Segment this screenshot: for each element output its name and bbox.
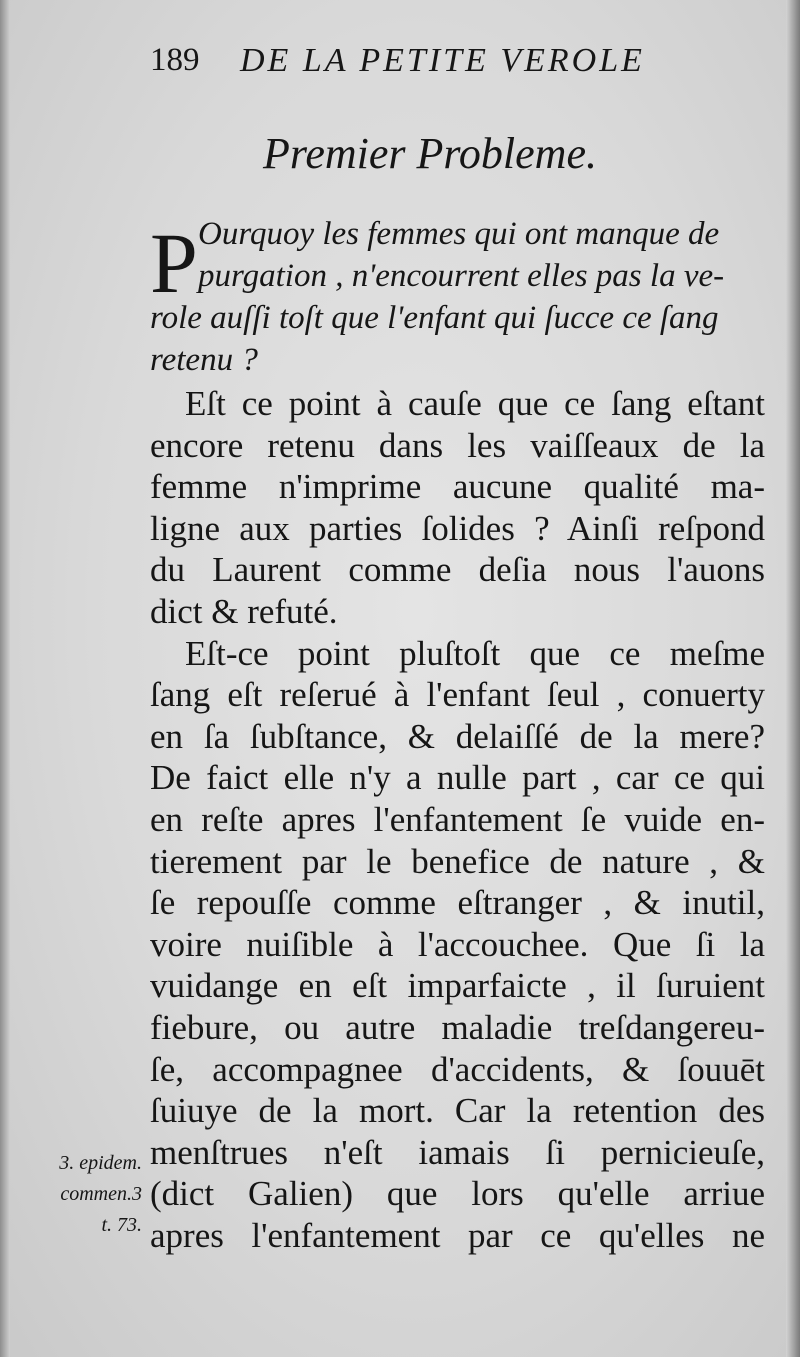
text-line: ligne aux parties ſolides ? Ainſi reſpond [150,508,765,548]
text-line: ſuiuye de la mort. Car la retention des [150,1091,765,1131]
body-text [150,383,765,1256]
text-line: dict & refuté. [150,591,338,631]
question-line: retenu ? [150,342,258,378]
text-line: en reſte apres l'enfantement ſe vuide en- [150,799,765,839]
running-header [150,38,730,88]
text-line: ſe, accompagnee d'accidents, & ſouuēt [150,1049,765,1089]
page-edge-right [786,0,800,1357]
text-line: ſang eſt reſerué à l'enfant ſeul , conuerty [150,675,765,715]
margin-note-line: t. 73. [101,1214,142,1236]
text-line: tierement par le benefice de nature , & [150,841,765,881]
text-line: femme n'imprime aucune qualité ma- [150,467,765,507]
section-title: Premier Probleme. [263,129,597,178]
text-line: ſe repouſſe comme eſtranger , & inutil, [150,883,765,923]
question-line: purgation , n'encourrent elles pas la ve- [198,258,725,294]
text-line: De faict elle n'y a nulle part , car ce qui [150,758,765,798]
margin-note-line: 3. epidem. [59,1152,142,1174]
drop-cap: P [150,215,198,311]
question-line: role auſſi toſt que l'enfant qui ſucce ce ſang [150,300,719,336]
margin-note [12,1148,142,1241]
text-line: voire nuiſible à l'accouchee. Que ſi la [150,924,765,964]
text-line: (dict Galien) que lors qu'elle arriue [150,1174,765,1214]
text-line: encore retenu dans les vaiſſeaux de la [150,425,765,465]
margin-note-line: commen.3 [60,1183,142,1205]
question-line: Ourquoy les femmes qui ont manque de [198,216,720,252]
running-title: DE LA PETITE VEROLE [240,42,645,79]
text-line: Eſt ce point à cauſe que ce ſang eſtant [185,384,765,423]
text-line: fiebure, ou autre maladie treſdangereu- [150,1007,765,1047]
text-line: apres l'enfantement par ce qu'elles ne [150,1215,765,1255]
text-line: du Laurent comme deſia nous l'auons [150,550,765,590]
text-line: Eſt-ce point pluſtoſt que ce meſme [185,633,765,673]
text-line: menſtrues n'eſt iamais ſi pernicieuſe, [150,1132,765,1172]
page-edge-left [0,0,10,1357]
text-line: vuidange en eſt imparfaicte , il ſuruient [150,966,765,1006]
text-line: en ſa ſubſtance, & delaiſſé de la mere? [150,716,765,756]
page-number: 189 [150,42,200,78]
